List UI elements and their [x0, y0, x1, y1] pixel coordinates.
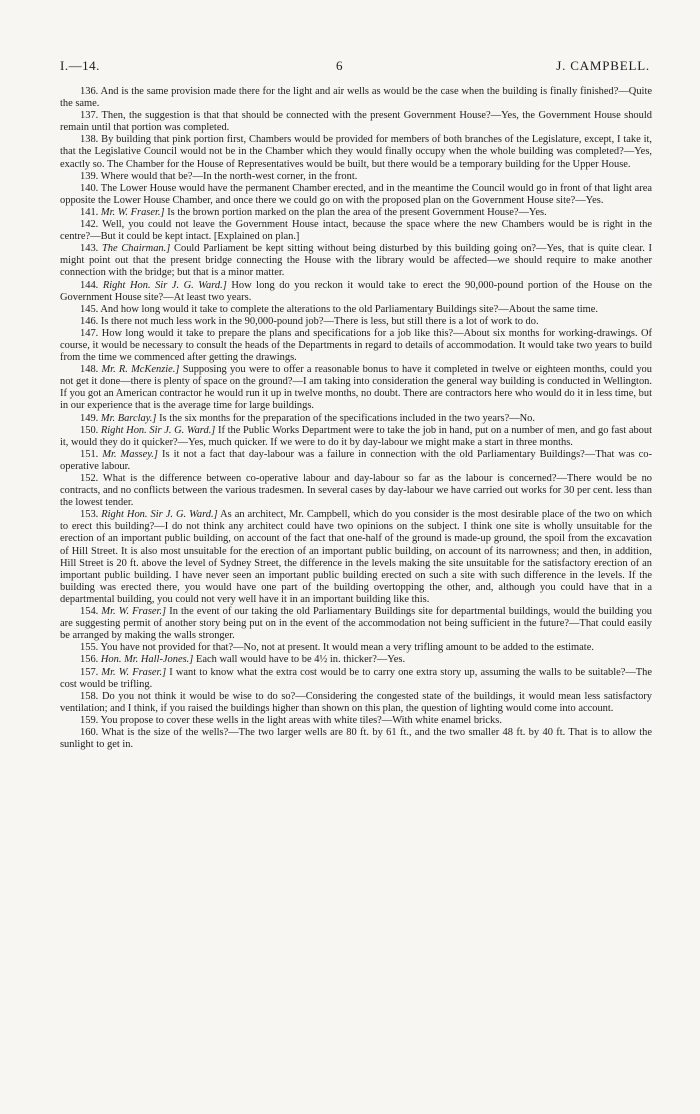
evidence-paragraph: [60, 425, 652, 449]
speaker-name: Mr. W. Fraser.]: [101, 606, 167, 618]
question-number: 143.: [80, 243, 99, 255]
question-number: 141.: [80, 206, 99, 218]
question-number: 158.: [80, 690, 99, 702]
evidence-paragraph: [60, 667, 652, 691]
question-number: 151.: [80, 448, 99, 460]
page-number: 6: [336, 58, 343, 73]
question-answer-text: Supposing you were to offer a reasonable bonus to have it completed in twelve or eighteen months, could you not get it done—there is plenty of space on the ground?—I am taking into consideration the general way building is conducted in Wellington. If you got an American contractor he would run it up in twelve months, no doubt. There are contractors here who would do it in less time, but in our experience that is the average time for large buildings.: [60, 364, 652, 412]
evidence-paragraph: [60, 473, 652, 509]
question-number: 150.: [80, 424, 99, 436]
evidence-paragraph: [60, 715, 652, 727]
evidence-paragraph: [60, 110, 652, 134]
speaker-name: Right Hon. Sir J. G. Ward.]: [102, 279, 227, 291]
evidence-paragraph: [60, 207, 652, 219]
question-number: 146.: [80, 315, 99, 327]
question-number: 142.: [80, 219, 99, 231]
evidence-paragraph: [60, 642, 652, 654]
question-answer-text: Is there not much less work in the 90,000-pound job?—There is less, but still there is a lot of work to do.: [100, 315, 539, 327]
speaker-name: The Chairman.]: [101, 243, 171, 255]
question-answer-text: I want to know what the extra cost would be to carry one extra story up, assuming the walls to be suitable?—The cost would be trifling.: [60, 666, 653, 690]
evidence-paragraph: [60, 86, 652, 110]
speaker-name: Mr. W. Fraser.]: [100, 206, 165, 218]
evidence-paragraph: [60, 171, 652, 183]
evidence-paragraph: [60, 654, 652, 666]
question-answer-text: Is the six months for the preparation of the specifications included in the two years?—No.: [159, 412, 536, 424]
evidence-paragraph: [60, 509, 652, 606]
question-answer-text: Each wall would have to be 4½ in. thicker?—Yes.: [195, 654, 406, 666]
evidence-paragraph: [60, 304, 652, 316]
question-answer-text: Could Parliament be kept sitting without being disturbed by this building going on?—Yes, that is quite clear. I might point out that the present bridge connecting the House with the library would be affected—we should require to make another connection with the bridge; but that is a minor matter.: [60, 243, 653, 279]
question-number: 149.: [80, 412, 99, 424]
question-answer-text: By building that pink portion first, Chambers would be provided for members of both branches of the Legislature, except, I take it, that the Legislative Council would not be in the Chamber which they would finally occupy when the whole building was completed?—Yes, exactly so. The Chamber for the House of Representatives would be built, but there would be a temporary building for the Upper House.: [60, 134, 653, 170]
question-answer-text: Where would that be?—In the north-west corner, in the front.: [100, 170, 358, 182]
question-number: 148.: [80, 364, 99, 376]
question-number: 140.: [80, 182, 99, 194]
speaker-name: Mr. Massey.]: [102, 448, 158, 460]
evidence-paragraph: [60, 243, 652, 279]
speaker-name: Right Hon. Sir J. G. Ward.]: [100, 424, 216, 436]
question-answer-text: As an architect, Mr. Campbell, which do you consider is the most desirable place of the two on which to erect this building?—I do not think any architect could have two opinions on the subject. I think one site is wholly unsuitable for the erection of an important public building, on account of the fact that one-half of the ground is made-up ground, the spoil from the excavation of Hill Street. It is also most unsuitable for the erection of an important public building, on account of its narrowness; and then, in addition, Hill Street is 20 ft. above the level of Sydney Street, the difference in the levels making the site unsuitable for the satisfactory erection of an important public building. I have never seen an important public building erected on such a site with such difference in the levels. If the building was erected there, you would have one part of the building overtopping the other, and, although you could have that in a departmental building, you could not very well have it in an important building like this.: [60, 509, 652, 605]
question-answer-text: How long would it take to prepare the plans and specifications for a job like this?—About six months for working-drawings. Of course, it would be necessary to consult the heads of the Departments in regard to details of accommodation. It would take two years to build from the time we commenced after getting the drawings.: [60, 327, 653, 364]
question-number: 145.: [80, 303, 99, 315]
question-number: 154.: [80, 606, 99, 618]
question-answer-text: If the Public Works Department were to take the job in hand, put on a number of men, and go fast about it, would they do it quicker?—Yes, much quicker. If we were to do it by day-labour we might make a start in three months.: [60, 424, 653, 448]
question-number: 153.: [80, 509, 99, 521]
evidence-paragraph: [60, 691, 652, 715]
question-answer-text: What is the size of the wells?—The two larger wells are 80 ft. by 61 ft., and the two smaller 48 ft. by 40 ft. That is to allow the sunlight to get in.: [60, 726, 652, 751]
question-answer-text: Is the brown portion marked on the plan the area of the present Government House?—Yes.: [167, 206, 547, 218]
question-number: 152.: [80, 473, 99, 484]
witness-name: J. CAMPBELL.: [556, 58, 650, 73]
evidence-body: [60, 86, 652, 751]
evidence-paragraph: [60, 280, 652, 304]
evidence-paragraph: [60, 413, 652, 425]
question-answer-text: How long do you reckon it would take to erect the 90,000-pound portion of the House on the Government House site?—At least two years.: [60, 279, 652, 303]
paper-series-number: I.—14.: [60, 58, 100, 73]
evidence-paragraph: [60, 606, 652, 642]
question-number: 156.: [80, 654, 99, 666]
evidence-paragraph: [60, 328, 652, 364]
evidence-paragraph: [60, 449, 652, 473]
question-answer-text: In the event of our taking the old Parliamentary Buildings site for departmental buildings, would the building you are suggesting permit of another story being put on in the event of the accommodation not being sufficient in the future?—That could easily be arranged by making the walls stronger.: [60, 606, 653, 642]
question-answer-text: You have not provided for that?—No, not at present. It would mean a very trifling amount to be added to the estimate.: [100, 642, 594, 654]
question-number: 147.: [80, 327, 99, 339]
speaker-name: Mr. Barclay.]: [100, 412, 157, 424]
evidence-paragraph: [60, 134, 652, 170]
question-number: 160.: [80, 726, 99, 738]
speaker-name: Mr. R. McKenzie.]: [101, 364, 180, 376]
speaker-name: Hon. Mr. Hall-Jones.]: [100, 654, 194, 666]
speaker-name: Right Hon. Sir J. G. Ward.]: [101, 509, 218, 521]
question-answer-text: And how long would it take to complete the alterations to the old Parliamentary Buildings site?—About the same time.: [100, 303, 599, 315]
question-answer-text: You propose to cover these wells in the light areas with white tiles?—With white enamel bricks.: [100, 714, 502, 726]
evidence-paragraph: [60, 364, 652, 412]
evidence-paragraph: [60, 183, 652, 207]
question-number: 138.: [80, 134, 99, 146]
question-number: 139.: [80, 170, 99, 182]
speaker-name: Mr. W. Fraser.]: [101, 666, 167, 678]
question-answer-text: Is it not a fact that day-labour was a failure in connection with the old Parliamentary Buildings?—That was co-operative labour.: [60, 448, 653, 472]
page-header: [60, 58, 650, 76]
question-answer-text: And is the same provision made there for the light and air wells as would be the case when the building is finally finished?—Quite the same.: [60, 86, 652, 110]
question-number: 136.: [80, 86, 99, 97]
question-number: 144.: [80, 279, 99, 291]
question-answer-text: Well, you could not leave the Government House intact, because the space where the new Chambers would be is right in the centre?—But it could be kept intact. [Explained on plan.]: [60, 219, 652, 243]
question-answer-text: Do you not think it would be wise to do so?—Considering the congested state of the buildings, it would mean less satisfactory ventilation; and I think, if you raised the buildings higher than shown on this plan, the question of lighting would come into account.: [60, 690, 652, 714]
question-answer-text: Then, the suggestion is that that should be connected with the present Government House?—Yes, the Government House should remain until that portion was completed.: [60, 110, 652, 134]
question-number: 155.: [80, 642, 99, 654]
evidence-paragraph: [60, 316, 652, 328]
question-answer-text: The Lower House would have the permanent Chamber erected, and in the meantime the Council would go in front of that light area opposite the Lower House Chamber, and once there we could go on with the proposed plan on the Government House site?—Yes.: [60, 182, 653, 206]
evidence-paragraph: [60, 219, 652, 243]
question-number: 137.: [80, 110, 99, 122]
question-answer-text: What is the difference between co-operative labour and day-labour so far as the labour is concerned?—There would be no contracts, and no conflicts between the various tradesmen. In several cases by day-labour we have carried out works for 30 per cent. less than the lowest tender.: [60, 473, 653, 509]
question-number: 157.: [80, 666, 99, 678]
question-number: 159.: [80, 714, 99, 726]
evidence-paragraph: [60, 727, 652, 751]
